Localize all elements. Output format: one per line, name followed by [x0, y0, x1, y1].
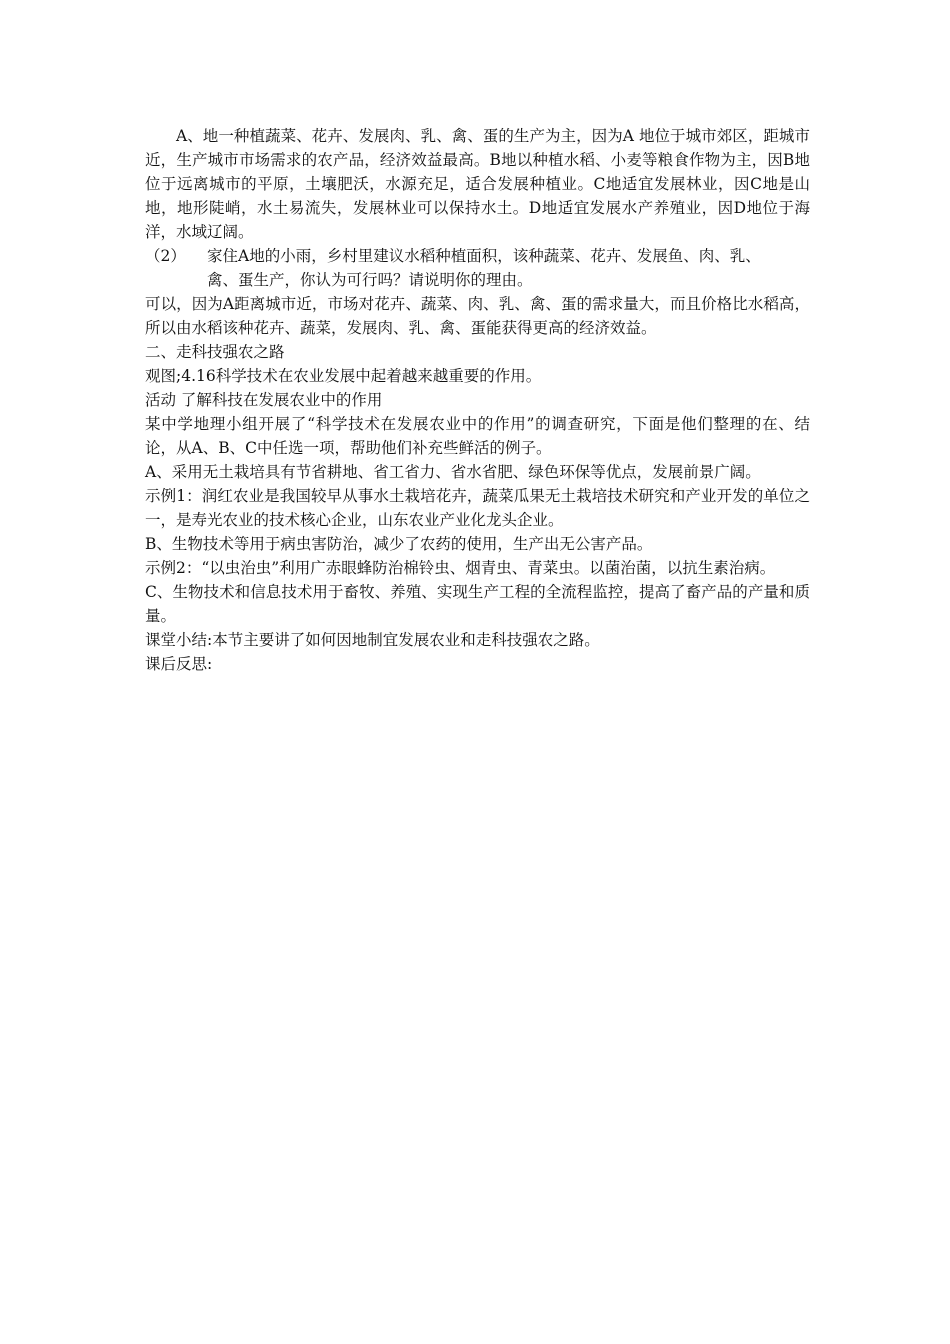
class-summary: 课堂小结:本节主要讲了如何因地制宜发展农业和走科技强农之路。 — [145, 631, 600, 649]
example-2: 示例2：“以虫治虫”利用广赤眼蜂防治棉铃虫、烟青虫、青菜虫。以菌治菌，以抗生素治病。 — [145, 559, 776, 577]
example-1: 示例1：润红农业是我国较早从事水土栽培花卉，蔬菜瓜果无土栽培技术研究和产业开发的单位之一，是寿光农业的技术核心企业，山东农业产业化龙头企业。 — [145, 487, 810, 529]
question-2-line-1: 家住A地的小雨，乡村里建议水稻种植面积，该种蔬菜、花卉、发展鱼、肉、乳、 — [207, 247, 761, 265]
activity-title: 活动 了解科技在发展农业中的作用 — [145, 391, 383, 409]
document-page — [145, 124, 810, 676]
question-2-number: （2） — [145, 247, 186, 265]
answer-paragraph-2: 可以，因为A距离城市近，市场对花卉、蔬菜、肉、乳、禽、蛋的需求量大，而且价格比水稻高，所以由水稻该种花卉、蔬菜，发展肉、乳、禽、蛋能获得更高的经济效益。 — [145, 295, 810, 337]
answer-paragraph-1: A、地一种植蔬菜、花卉、发展肉、乳、禽、蛋的生产为主，因为A 地位于城市郊区，距城市近，生产城市市场需求的农产品，经济效益最高。B地以种植水稻、小麦等粮食作物为主，因B地位于远离城市的平原，土壤肥沃，水源充足，适合发展种植业。C地适宜发展林业，因C地是山地，地形陡峭，水土易流失，发展林业可以保持水土。D地适宜发展水产养殖业，因D地位于海洋，水域辽阔。 — [145, 127, 810, 241]
question-2-line-2: 禽、蛋生产，你认为可行吗？请说明你的理由。 — [207, 271, 533, 289]
item-b: B、生物技术等用于病虫害防治，减少了农药的使用，生产出无公害产品。 — [145, 535, 653, 553]
after-class-reflection: 课后反思: — [145, 655, 213, 673]
item-a: A、采用无土栽培具有节省耕地、省工省力、省水省肥、绿色环保等优点，发展前景广阔。 — [145, 463, 761, 481]
question-2 — [145, 244, 810, 292]
section-2-title: 二、走科技强农之路 — [145, 343, 285, 361]
item-c: C、生物技术和信息技术用于畜牧、养殖、实现生产工程的全流程监控，提高了畜产品的产量和质量。 — [145, 583, 810, 625]
observe-figure-text: 观图;4.16科学技术在农业发展中起着越来越重要的作用。 — [145, 367, 542, 385]
question-2-text — [207, 244, 810, 292]
activity-intro: 某中学地理小组开展了“科学技术在发展农业中的作用”的调查研究，下面是他们整理的在、结论，从A、B、C中任选一项，帮助他们补充些鲜活的例子。 — [145, 415, 810, 457]
